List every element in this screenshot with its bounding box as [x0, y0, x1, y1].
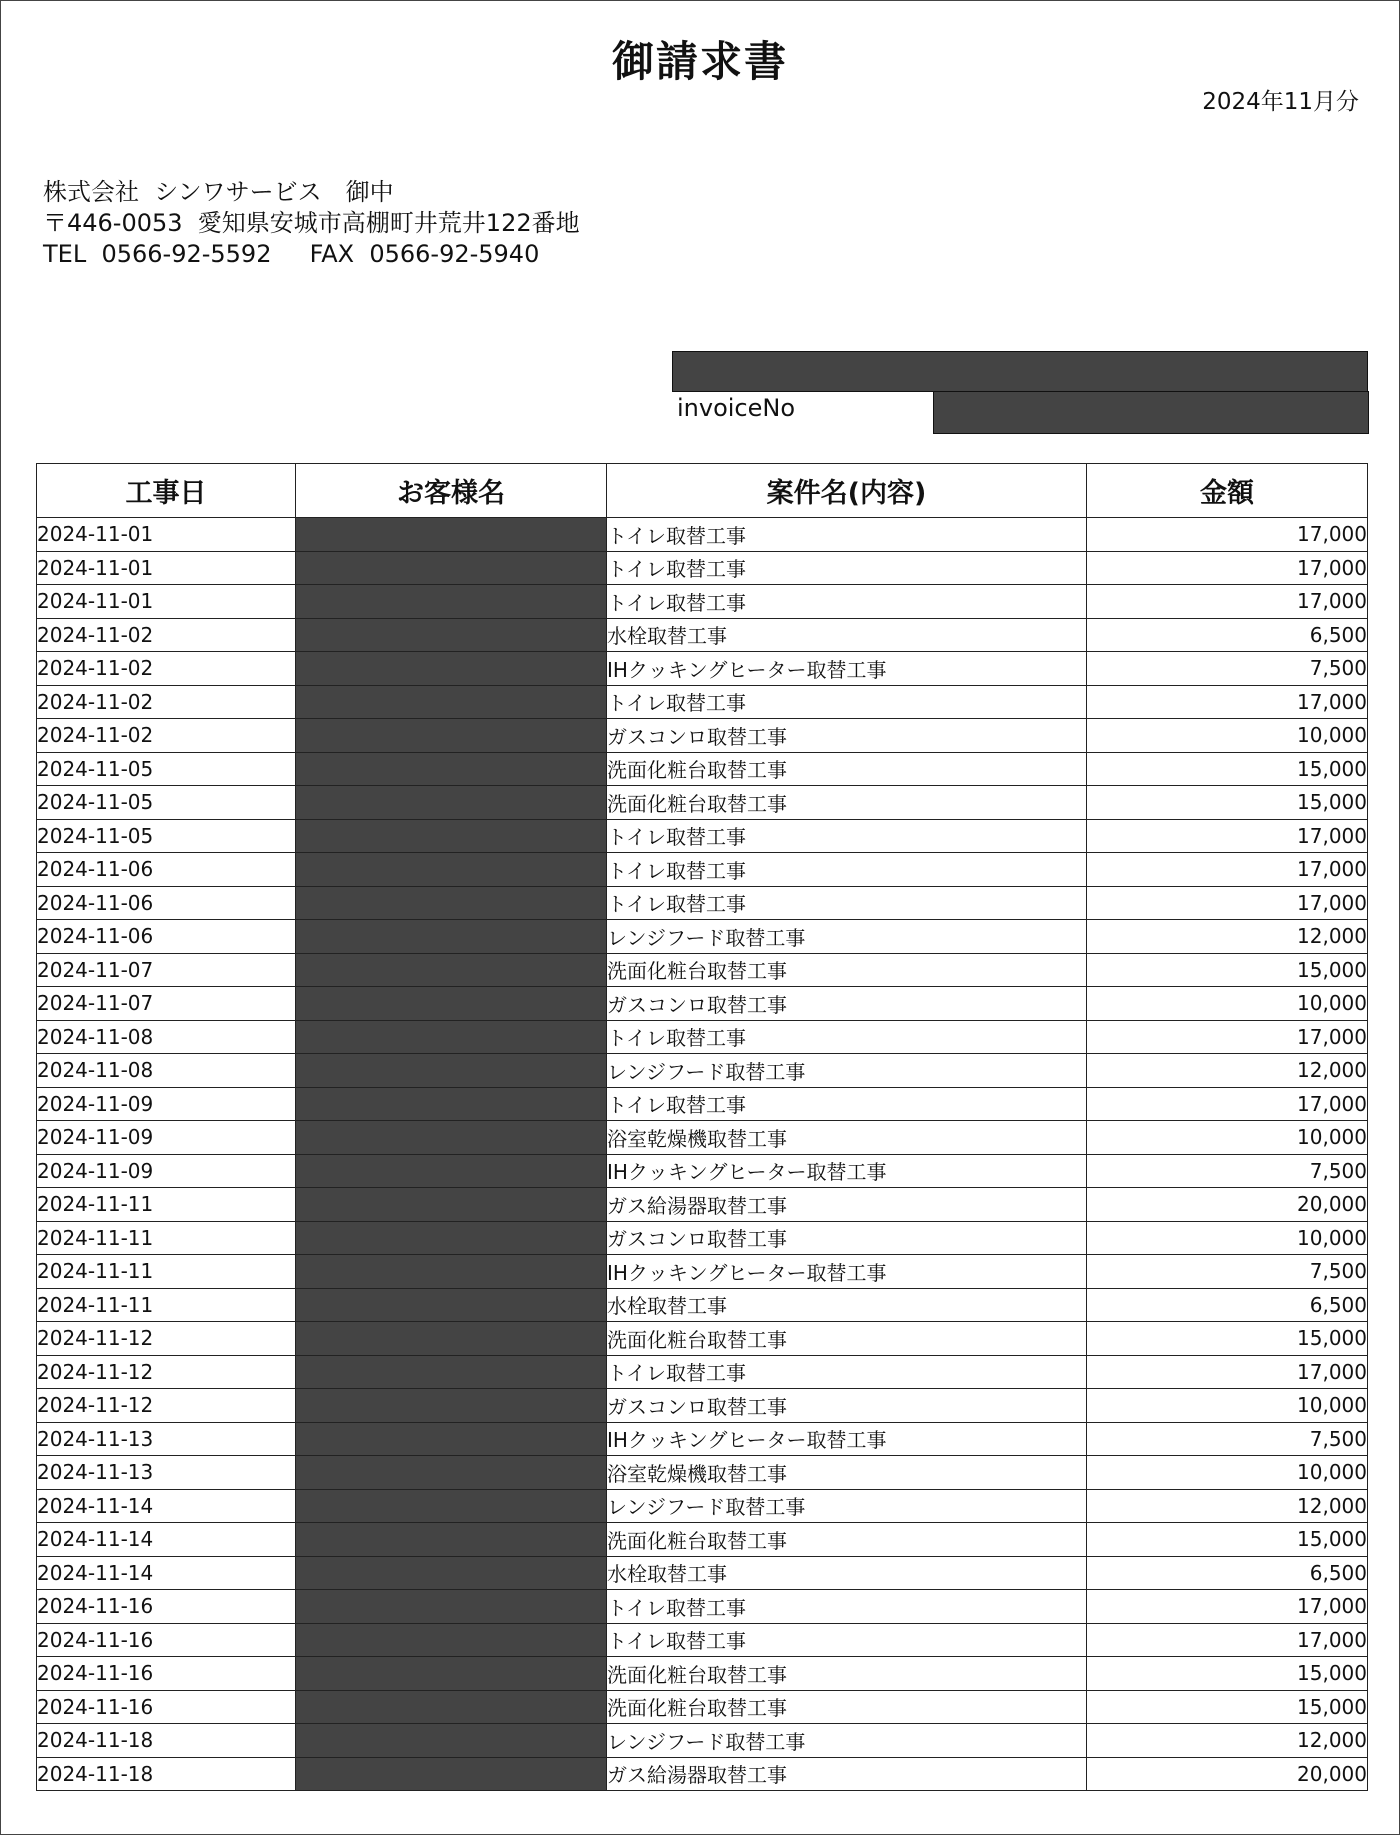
- amount-cell: 17,000: [1087, 551, 1368, 585]
- work-date-cell: 2024-11-06: [37, 886, 296, 920]
- amount-cell: 17,000: [1087, 518, 1368, 552]
- table-row: [37, 853, 1368, 887]
- customer-name-redacted: [296, 1523, 607, 1557]
- project-name-cell: IHクッキングヒーター取替工事: [607, 1422, 1087, 1456]
- customer-name-redacted: [296, 1556, 607, 1590]
- project-name-cell: レンジフード取替工事: [607, 1054, 1087, 1088]
- project-name-cell: トイレ取替工事: [607, 1355, 1087, 1389]
- customer-name-redacted: [296, 1020, 607, 1054]
- project-name-cell: トイレ取替工事: [607, 1623, 1087, 1657]
- table-row: [37, 1087, 1368, 1121]
- document-title: 御請求書: [611, 37, 788, 86]
- table-row: [37, 1322, 1368, 1356]
- table-row: [37, 1757, 1368, 1791]
- customer-name-redacted: [296, 853, 607, 887]
- table-row: [37, 987, 1368, 1021]
- table-row: [37, 920, 1368, 954]
- customer-name-redacted: [296, 685, 607, 719]
- amount-cell: 15,000: [1087, 1657, 1368, 1691]
- project-name-cell: トイレ取替工事: [607, 1590, 1087, 1624]
- amount-cell: 17,000: [1087, 1355, 1368, 1389]
- project-name-cell: 水栓取替工事: [607, 618, 1087, 652]
- project-name-cell: IHクッキングヒーター取替工事: [607, 652, 1087, 686]
- project-name-cell: トイレ取替工事: [607, 853, 1087, 887]
- work-date-cell: 2024-11-09: [37, 1154, 296, 1188]
- amount-cell: 20,000: [1087, 1188, 1368, 1222]
- customer-name-redacted: [296, 1188, 607, 1222]
- project-name-cell: トイレ取替工事: [607, 886, 1087, 920]
- amount-cell: 17,000: [1087, 685, 1368, 719]
- amount-cell: 15,000: [1087, 752, 1368, 786]
- amount-cell: 6,500: [1087, 1288, 1368, 1322]
- project-name-cell: 水栓取替工事: [607, 1556, 1087, 1590]
- customer-name-redacted: [296, 1121, 607, 1155]
- project-name-cell: 洗面化粧台取替工事: [607, 1322, 1087, 1356]
- amount-cell: 17,000: [1087, 886, 1368, 920]
- project-name-cell: 浴室乾燥機取替工事: [607, 1456, 1087, 1490]
- customer-name-redacted: [296, 618, 607, 652]
- amount-cell: 17,000: [1087, 1590, 1368, 1624]
- amount-cell: 10,000: [1087, 719, 1368, 753]
- work-date-cell: 2024-11-18: [37, 1724, 296, 1758]
- customer-name-redacted: [296, 1087, 607, 1121]
- table-row: [37, 1355, 1368, 1389]
- amount-cell: 7,500: [1087, 1422, 1368, 1456]
- project-name-cell: ガス給湯器取替工事: [607, 1757, 1087, 1791]
- work-date-cell: 2024-11-14: [37, 1489, 296, 1523]
- customer-name-redacted: [296, 1221, 607, 1255]
- table-row: [37, 819, 1368, 853]
- work-date-cell: 2024-11-09: [37, 1121, 296, 1155]
- project-name-cell: 洗面化粧台取替工事: [607, 1657, 1087, 1691]
- table-row: [37, 1054, 1368, 1088]
- work-date-cell: 2024-11-08: [37, 1020, 296, 1054]
- table-row: [37, 1556, 1368, 1590]
- project-name-cell: トイレ取替工事: [607, 518, 1087, 552]
- table-row: [37, 1288, 1368, 1322]
- table-row: [37, 1188, 1368, 1222]
- customer-name-redacted: [296, 1590, 607, 1624]
- project-name-cell: トイレ取替工事: [607, 819, 1087, 853]
- work-date-cell: 2024-11-02: [37, 652, 296, 686]
- billing-period: 2024年11月分: [1202, 89, 1359, 115]
- table-row: [37, 551, 1368, 585]
- amount-cell: 15,000: [1087, 1322, 1368, 1356]
- table-row: [37, 518, 1368, 552]
- amount-cell: 7,500: [1087, 1255, 1368, 1289]
- table-row: [37, 719, 1368, 753]
- amount-cell: 7,500: [1087, 1154, 1368, 1188]
- project-name-cell: レンジフード取替工事: [607, 1724, 1087, 1758]
- table-row: [37, 752, 1368, 786]
- amount-cell: 12,000: [1087, 920, 1368, 954]
- work-date-cell: 2024-11-06: [37, 853, 296, 887]
- recipient-name: 株式会社 シンワサービス 御中: [43, 178, 394, 206]
- amount-cell: 17,000: [1087, 1623, 1368, 1657]
- table-row: [37, 652, 1368, 686]
- work-date-cell: 2024-11-16: [37, 1590, 296, 1624]
- work-date-cell: 2024-11-05: [37, 752, 296, 786]
- project-name-cell: 浴室乾燥機取替工事: [607, 1121, 1087, 1155]
- table-row: [37, 1590, 1368, 1624]
- work-date-cell: 2024-11-07: [37, 987, 296, 1021]
- work-date-cell: 2024-11-16: [37, 1690, 296, 1724]
- table-row: [37, 953, 1368, 987]
- customer-name-redacted: [296, 652, 607, 686]
- amount-cell: 6,500: [1087, 1556, 1368, 1590]
- project-name-cell: ガス給湯器取替工事: [607, 1188, 1087, 1222]
- customer-name-redacted: [296, 1456, 607, 1490]
- amount-cell: 17,000: [1087, 853, 1368, 887]
- customer-name-redacted: [296, 1690, 607, 1724]
- work-date-cell: 2024-11-01: [37, 518, 296, 552]
- table-row: [37, 1255, 1368, 1289]
- table-row: [37, 1389, 1368, 1423]
- customer-name-redacted: [296, 719, 607, 753]
- project-name-cell: IHクッキングヒーター取替工事: [607, 1154, 1087, 1188]
- amount-cell: 15,000: [1087, 786, 1368, 820]
- amount-cell: 17,000: [1087, 585, 1368, 619]
- customer-name-redacted: [296, 819, 607, 853]
- table-row: [37, 1523, 1368, 1557]
- amount-cell: 10,000: [1087, 1456, 1368, 1490]
- amount-cell: 12,000: [1087, 1724, 1368, 1758]
- header-customer-name: お客様名: [296, 464, 607, 518]
- header-work-date: 工事日: [37, 464, 296, 518]
- project-name-cell: トイレ取替工事: [607, 685, 1087, 719]
- project-name-cell: ガスコンロ取替工事: [607, 1389, 1087, 1423]
- redacted-invoice-number: [933, 391, 1369, 434]
- amount-cell: 7,500: [1087, 652, 1368, 686]
- work-date-cell: 2024-11-07: [37, 953, 296, 987]
- project-name-cell: トイレ取替工事: [607, 551, 1087, 585]
- project-name-cell: レンジフード取替工事: [607, 920, 1087, 954]
- project-name-cell: ガスコンロ取替工事: [607, 719, 1087, 753]
- work-date-cell: 2024-11-16: [37, 1623, 296, 1657]
- work-date-cell: 2024-11-02: [37, 685, 296, 719]
- customer-name-redacted: [296, 786, 607, 820]
- table-row: [37, 1422, 1368, 1456]
- header-amount: 金額: [1087, 464, 1368, 518]
- customer-name-redacted: [296, 1623, 607, 1657]
- table-row: [37, 786, 1368, 820]
- work-date-cell: 2024-11-01: [37, 585, 296, 619]
- customer-name-redacted: [296, 987, 607, 1021]
- customer-name-redacted: [296, 1054, 607, 1088]
- work-date-cell: 2024-11-02: [37, 719, 296, 753]
- customer-name-redacted: [296, 920, 607, 954]
- customer-name-redacted: [296, 1657, 607, 1691]
- amount-cell: 15,000: [1087, 1523, 1368, 1557]
- project-name-cell: ガスコンロ取替工事: [607, 1221, 1087, 1255]
- customer-name-redacted: [296, 1288, 607, 1322]
- amount-cell: 10,000: [1087, 1389, 1368, 1423]
- project-name-cell: 洗面化粧台取替工事: [607, 786, 1087, 820]
- table-row: [37, 1456, 1368, 1490]
- customer-name-redacted: [296, 1489, 607, 1523]
- table-row: [37, 1623, 1368, 1657]
- amount-cell: 17,000: [1087, 819, 1368, 853]
- customer-name-redacted: [296, 1757, 607, 1791]
- amount-cell: 6,500: [1087, 618, 1368, 652]
- project-name-cell: ガスコンロ取替工事: [607, 987, 1087, 1021]
- table-row: [37, 585, 1368, 619]
- amount-cell: 15,000: [1087, 953, 1368, 987]
- work-date-cell: 2024-11-12: [37, 1389, 296, 1423]
- customer-name-redacted: [296, 1355, 607, 1389]
- work-date-cell: 2024-11-05: [37, 819, 296, 853]
- line-items-table: [36, 463, 1368, 1791]
- project-name-cell: IHクッキングヒーター取替工事: [607, 1255, 1087, 1289]
- customer-name-redacted: [296, 1322, 607, 1356]
- amount-cell: 12,000: [1087, 1489, 1368, 1523]
- work-date-cell: 2024-11-12: [37, 1322, 296, 1356]
- table-row: [37, 1724, 1368, 1758]
- table-body: [37, 518, 1368, 1791]
- invoice-number-label: invoiceNo: [677, 394, 796, 422]
- work-date-cell: 2024-11-13: [37, 1456, 296, 1490]
- work-date-cell: 2024-11-11: [37, 1255, 296, 1289]
- project-name-cell: 洗面化粧台取替工事: [607, 1690, 1087, 1724]
- project-name-cell: 洗面化粧台取替工事: [607, 1523, 1087, 1557]
- project-name-cell: 水栓取替工事: [607, 1288, 1087, 1322]
- work-date-cell: 2024-11-11: [37, 1221, 296, 1255]
- work-date-cell: 2024-11-01: [37, 551, 296, 585]
- project-name-cell: トイレ取替工事: [607, 1087, 1087, 1121]
- project-name-cell: トイレ取替工事: [607, 1020, 1087, 1054]
- work-date-cell: 2024-11-13: [37, 1422, 296, 1456]
- customer-name-redacted: [296, 1154, 607, 1188]
- project-name-cell: レンジフード取替工事: [607, 1489, 1087, 1523]
- customer-name-redacted: [296, 752, 607, 786]
- customer-name-redacted: [296, 1422, 607, 1456]
- table-row: [37, 1154, 1368, 1188]
- table-row: [37, 1121, 1368, 1155]
- work-date-cell: 2024-11-08: [37, 1054, 296, 1088]
- amount-cell: 20,000: [1087, 1757, 1368, 1791]
- recipient-block: [43, 177, 580, 270]
- work-date-cell: 2024-11-11: [37, 1188, 296, 1222]
- amount-cell: 10,000: [1087, 1221, 1368, 1255]
- recipient-address: 〒446-0053 愛知県安城市高棚町井荒井122番地: [43, 209, 580, 237]
- header-project-name: 案件名(内容): [607, 464, 1087, 518]
- customer-name-redacted: [296, 551, 607, 585]
- work-date-cell: 2024-11-02: [37, 618, 296, 652]
- work-date-cell: 2024-11-18: [37, 1757, 296, 1791]
- amount-cell: 12,000: [1087, 1054, 1368, 1088]
- customer-name-redacted: [296, 518, 607, 552]
- amount-cell: 17,000: [1087, 1020, 1368, 1054]
- work-date-cell: 2024-11-06: [37, 920, 296, 954]
- table-row: [37, 1657, 1368, 1691]
- table-row: [37, 1489, 1368, 1523]
- amount-cell: 10,000: [1087, 1121, 1368, 1155]
- table-row: [37, 1221, 1368, 1255]
- amount-cell: 10,000: [1087, 987, 1368, 1021]
- amount-cell: 15,000: [1087, 1690, 1368, 1724]
- recipient-contact: TEL 0566-92-5592 FAX 0566-92-5940: [43, 240, 540, 268]
- project-name-cell: 洗面化粧台取替工事: [607, 953, 1087, 987]
- table-row: [37, 1690, 1368, 1724]
- work-date-cell: 2024-11-11: [37, 1288, 296, 1322]
- table-header-row: [37, 464, 1368, 518]
- customer-name-redacted: [296, 953, 607, 987]
- work-date-cell: 2024-11-14: [37, 1556, 296, 1590]
- work-date-cell: 2024-11-09: [37, 1087, 296, 1121]
- table-row: [37, 1020, 1368, 1054]
- work-date-cell: 2024-11-12: [37, 1355, 296, 1389]
- work-date-cell: 2024-11-14: [37, 1523, 296, 1557]
- customer-name-redacted: [296, 1255, 607, 1289]
- amount-cell: 17,000: [1087, 1087, 1368, 1121]
- work-date-cell: 2024-11-16: [37, 1657, 296, 1691]
- work-date-cell: 2024-11-05: [37, 786, 296, 820]
- customer-name-redacted: [296, 1389, 607, 1423]
- table-row: [37, 685, 1368, 719]
- project-name-cell: トイレ取替工事: [607, 585, 1087, 619]
- table-row: [37, 886, 1368, 920]
- customer-name-redacted: [296, 1724, 607, 1758]
- redacted-issuer-box: [672, 351, 1368, 392]
- table-row: [37, 618, 1368, 652]
- customer-name-redacted: [296, 585, 607, 619]
- project-name-cell: 洗面化粧台取替工事: [607, 752, 1087, 786]
- customer-name-redacted: [296, 886, 607, 920]
